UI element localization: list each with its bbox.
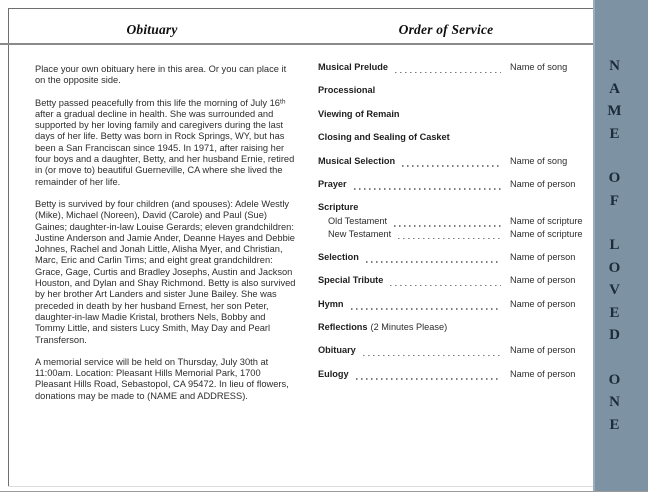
service-item-obituary: Obituary Name of person — [318, 345, 576, 356]
dotted-leader — [390, 285, 501, 287]
service-item-reflections: Reflections (2 Minutes Please) — [318, 321, 448, 332]
obituary-paragraph: A memorial service will be held on Thursday, July 30th at 11:00am. Location: Pleasant Hills Memorial Park, 1700 Pleasant Hills Road, Sebastopol, CA 95472. In lieu of flowers, donations may be made to (NAME and ADDRESS). — [35, 356, 289, 401]
dotted-leader — [356, 378, 501, 380]
sidebar-letter: E — [609, 125, 620, 142]
service-item-special-tribute: Special Tribute Name of person — [318, 275, 576, 286]
page-bottom-edge — [0, 491, 648, 492]
sidebar-letter: L — [609, 237, 620, 253]
sidebar-word — [609, 234, 621, 347]
sidebar-letter: M — [607, 103, 622, 119]
service-item-selection: Selection Name of person — [318, 251, 576, 262]
service-item-scripture: Scripture — [318, 202, 359, 213]
dotted-leader — [363, 355, 501, 357]
obituary-paragraph: Place your own obituary here in this area. Or you can place it on the opposite side. — [35, 64, 287, 86]
dotted-leader — [402, 165, 501, 167]
sidebar-letter: E — [609, 304, 620, 321]
obituary-text-column — [35, 64, 296, 413]
sidebar-word — [609, 167, 621, 212]
sidebar-word — [609, 369, 621, 437]
service-item-prayer: Prayer Name of person — [318, 178, 576, 189]
obituary-title: Obituary — [126, 22, 178, 37]
dotted-leader — [354, 188, 501, 190]
sidebar-letter: F — [609, 192, 620, 209]
sidebar-word — [607, 55, 621, 145]
dotted-leader — [394, 225, 501, 227]
order-of-service-list — [318, 62, 583, 392]
service-item-musical-selection: Musical Selection Name of song — [318, 155, 568, 166]
dotted-leader — [351, 308, 501, 310]
service-item-old-testament: Old Testament Name of scripture — [328, 216, 583, 227]
service-item-hymn: Hymn Name of person — [318, 298, 576, 309]
dotted-leader — [395, 72, 501, 74]
obituary-paragraph: Betty is survived by four children (and spouses): Adele Westly (Mike), Michael (Noreen), David (Carole) and Paul (Sue) Gaines; daughter-in-law Louise Gerards; eleven grandchildren: Justine Anderson and Jamie Ander, Deanne Hayes and Debbie Johnes, Rachel and Jonah Little, Alisha Myer, and Christian, Marc, Eric and Carlin Tims; and eight great grandchildren: Grace, Gage, Curtis and Bradley Josephs, Austin and Jackson Houston, and Dylan and Shay Richmond. Betty is also survived by her brother Art Landers and sister June Bailey. She was preceded in death by her husband Ernest, her son Peter, daughter-in-law Madie Kristal, brothers Nels, Bobby and Tommy Little, and sisters Lucy Smith, May Day and Pearl Transferson. — [35, 198, 296, 345]
obituary-paragraph: Betty passed peacefully from this life the morning of July 16ᵗʰ after a gradual decline in health. She was surrounded and supported by her loving family and caregivers during the last days of her life. Betty was born in Rock Springs, WY, but has been a San Franciscan since 1945. In 1971, after raising her four boys and a daughter, Betty, and her husband Ernie, retired in (or move to) beautiful Guerneville, CA where she lived the remainder of her life. — [35, 97, 295, 187]
sidebar-letter: N — [609, 58, 620, 74]
sidebar-vertical-text — [593, 0, 648, 491]
service-item-musical-prelude: Musical Prelude Name of song — [318, 62, 568, 72]
service-item-viewing-of-remain: Viewing of Remain — [318, 108, 400, 119]
service-item-eulogy: Eulogy Name of person — [318, 368, 576, 379]
service-item-closing-and-sealing: Closing and Sealing of Casket — [318, 132, 450, 143]
dotted-leader — [398, 238, 501, 240]
order-of-service-title: Order of Service — [398, 22, 494, 37]
sidebar-letter: O — [608, 170, 621, 186]
frame-top-border — [8, 8, 595, 9]
service-item-new-testament: New Testament Name of scripture — [328, 228, 583, 239]
dotted-leader — [366, 261, 501, 263]
sidebar-letter: O — [608, 259, 621, 276]
sidebar-letter: E — [609, 416, 620, 433]
sidebar-letter: N — [609, 394, 620, 410]
frame-left-border — [8, 8, 9, 487]
header-divider-rule — [0, 43, 595, 45]
service-item-processional: Processional — [318, 85, 376, 96]
frame-bottom-border — [8, 486, 595, 487]
sidebar-letter: O — [608, 371, 621, 388]
sidebar-letter: V — [609, 282, 620, 298]
sidebar-letter: D — [609, 327, 620, 343]
sidebar-letter: A — [609, 80, 620, 97]
